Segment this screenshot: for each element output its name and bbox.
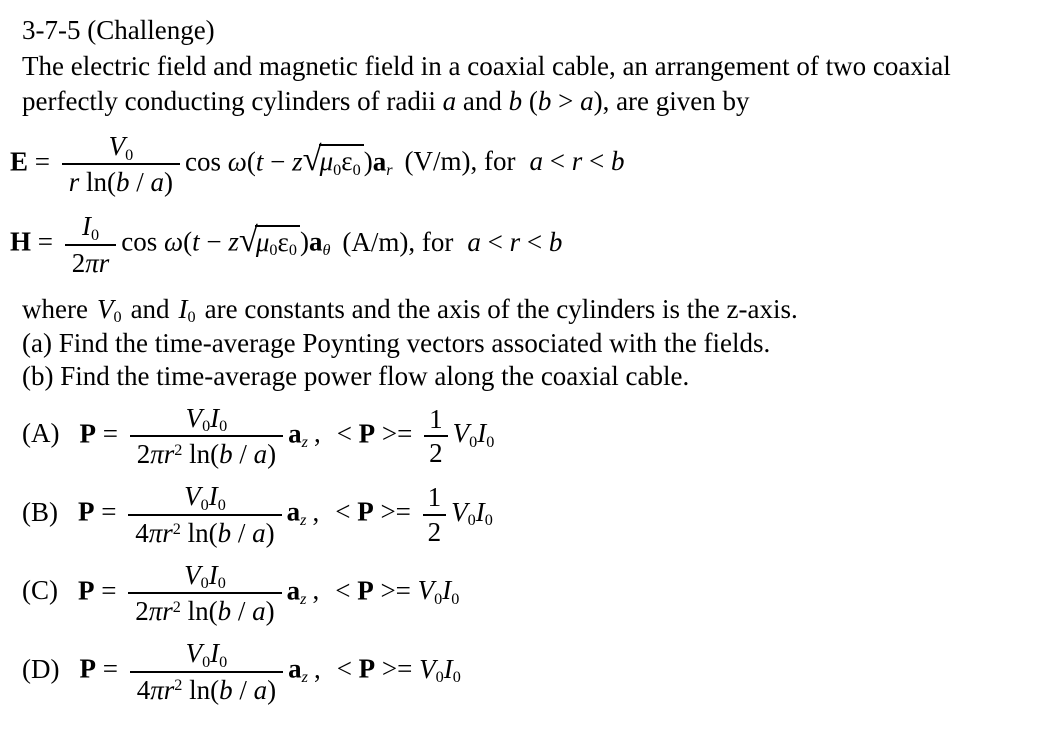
poynting-symbol: P <box>79 653 96 684</box>
option-label-b: (B) <box>22 496 58 527</box>
cos-operator: cos <box>185 146 228 177</box>
poynting-fraction: $\frac{V_0I_0}{2\pi r^2 \ln(b / a)}$ <box>130 403 283 469</box>
poynting-fraction: $\frac{V_0I_0}{2\pi r^2 \ln(b / a)}$ <box>128 560 281 626</box>
equals-sign: = <box>28 146 57 177</box>
equals-sign: = <box>94 496 124 527</box>
unit-vector-z: a <box>288 418 302 449</box>
radicand-mu0-eps0: $\mu_0\varepsilon_0$ <box>319 144 364 176</box>
constant-i0: $I_0$ <box>178 293 196 327</box>
equals-sign: = <box>95 418 125 449</box>
var-a: a <box>580 86 594 116</box>
avg-open-bracket: < <box>335 496 358 527</box>
option-label-d: (D) <box>22 653 60 684</box>
avg-value-v0i0: $V_0I_0$ <box>451 496 493 530</box>
poynting-symbol: P <box>78 496 95 527</box>
intro-line-1: The electric field and magnetic field in a coaxial cable, an arrangement of two coaxial <box>22 51 951 81</box>
range-condition-e: a < r < b <box>529 146 625 177</box>
omega-symbol: ω <box>164 226 184 257</box>
unit-vector-z: a <box>286 575 301 606</box>
equals-sign: = <box>95 653 125 684</box>
avg-value-v0i0: $V_0I_0$ <box>419 653 461 687</box>
avg-close-equals: >= <box>375 653 420 684</box>
one-half-fraction: $\frac{1}{2}$ <box>423 482 447 546</box>
unit-vector-theta: a <box>308 226 323 257</box>
equals-sign: = <box>31 226 60 257</box>
poynting-symbol: P <box>78 575 95 606</box>
avg-poynting-symbol: P <box>357 496 374 527</box>
unit-vector-r: a <box>372 146 387 177</box>
avg-poynting-symbol: P <box>358 418 376 449</box>
avg-value-v0i0: $V_0I_0$ <box>452 418 495 451</box>
option-row-c: (C) P = $\frac{V_0I_0}{2\pi r^2 \ln(b / a)}$ $a_z$ , < $P >= V_0I_0$ <box>22 559 460 627</box>
constant-v0: $V_0$ <box>96 293 122 327</box>
h-field-fraction: $\frac{I_0}{2\pi r}$ <box>65 211 117 277</box>
option-row-a: (A) P = $\frac{V_0I_0}{2\pi r^2 \ln(b / a)}$ $a_z$ , < P >= $\frac{1}{2}$ $V_0I_0$ <box>22 402 495 470</box>
h-field-symbol: H <box>10 226 32 257</box>
unit-label-vm: (V/m), for <box>404 146 516 177</box>
part-b-line: (b) Find the time-average power flow along the coaxial cable. <box>22 360 690 391</box>
range-condition-h: a < r < b <box>467 226 563 257</box>
problem-id: 3-7-5 (Challenge) <box>22 15 215 45</box>
one-half-fraction: $\frac{1}{2}$ <box>424 404 448 468</box>
cos-operator: cos <box>121 226 165 257</box>
radicand-mu0-eps0: $\mu_0\varepsilon_0$ <box>255 225 300 257</box>
sqrt-radical-icon: √ <box>238 220 256 259</box>
part-a-line: (a) Find the time-average Poynting vectors associated with the fields. <box>22 327 771 358</box>
where-line: where $V_0$ and $I_0$ are constants and the axis of the cylinders is the z-axis. <box>22 293 798 327</box>
option-row-d: (D) P = $\frac{V_0I_0}{4\pi r^2 \ln(b / a)}$ $a_z$ , < $P >= V_0I_0$ <box>22 638 461 705</box>
avg-open-bracket: < <box>336 653 359 684</box>
equation-h-field: H = $\frac{I_0}{2\pi r}$ $\cos \omega(t - z√\mu_0\varepsilon_0$ )$a_\theta$ (A/m), for a < r < b <box>10 211 563 278</box>
unit-vector-z: a <box>286 496 301 527</box>
omega-symbol: ω <box>227 146 247 177</box>
option-row-b: (B) P = $\frac{V_0I_0}{4\pi r^2 \ln(b / a)}$ $a_z$ , < P >= $\frac{1}{2}$ $V_0I_0$ <box>22 481 493 548</box>
e-field-fraction: $\frac{V_0}{\text{r ln(b / a)}}$ <box>62 131 180 197</box>
avg-close-equals: >= <box>375 418 420 449</box>
comma: , <box>312 496 320 527</box>
comma: , <box>313 653 321 684</box>
avg-close-equals: >= <box>373 496 418 527</box>
sqrt-radical-icon: √ <box>302 140 320 179</box>
avg-poynting-symbol: P <box>358 653 376 684</box>
e-field-symbol: E <box>10 146 29 177</box>
poynting-symbol: P <box>79 418 96 449</box>
avg-open-bracket: < <box>336 418 359 449</box>
equals-sign: = <box>94 575 124 606</box>
poynting-fraction: $\frac{V_0I_0}{4\pi r^2 \ln(b / a)}$ <box>128 481 281 547</box>
unit-vector-z: a <box>288 653 302 684</box>
avg-value-v0i0: $V_0I_0$ <box>417 575 460 608</box>
option-label-c: (C) <box>22 575 58 606</box>
unit-label-am: (A/m), for <box>342 226 454 257</box>
comma: , <box>313 418 321 449</box>
var-a: a <box>442 86 457 116</box>
avg-poynting-symbol: P <box>357 575 374 606</box>
option-label-a: (A) <box>22 418 60 449</box>
var-b: b <box>537 86 552 116</box>
avg-close-equals: >= <box>373 575 418 606</box>
var-b: b <box>508 86 523 116</box>
comma: , <box>312 575 320 606</box>
poynting-fraction: $\frac{V_0I_0}{4\pi r^2 \ln(b / a)}$ <box>130 638 283 704</box>
avg-open-bracket: < <box>335 575 358 606</box>
intro-line-2: perfectly conducting cylinders of radii a and b (b > a), are given by <box>22 86 750 116</box>
equation-e-field: E = $\frac{V_0}{\text{r ln(b / a)}}$ $\cos \omega(t - z√\mu_0\varepsilon_0$ )$a_r$ (V/m), for a < r < b <box>10 131 625 198</box>
